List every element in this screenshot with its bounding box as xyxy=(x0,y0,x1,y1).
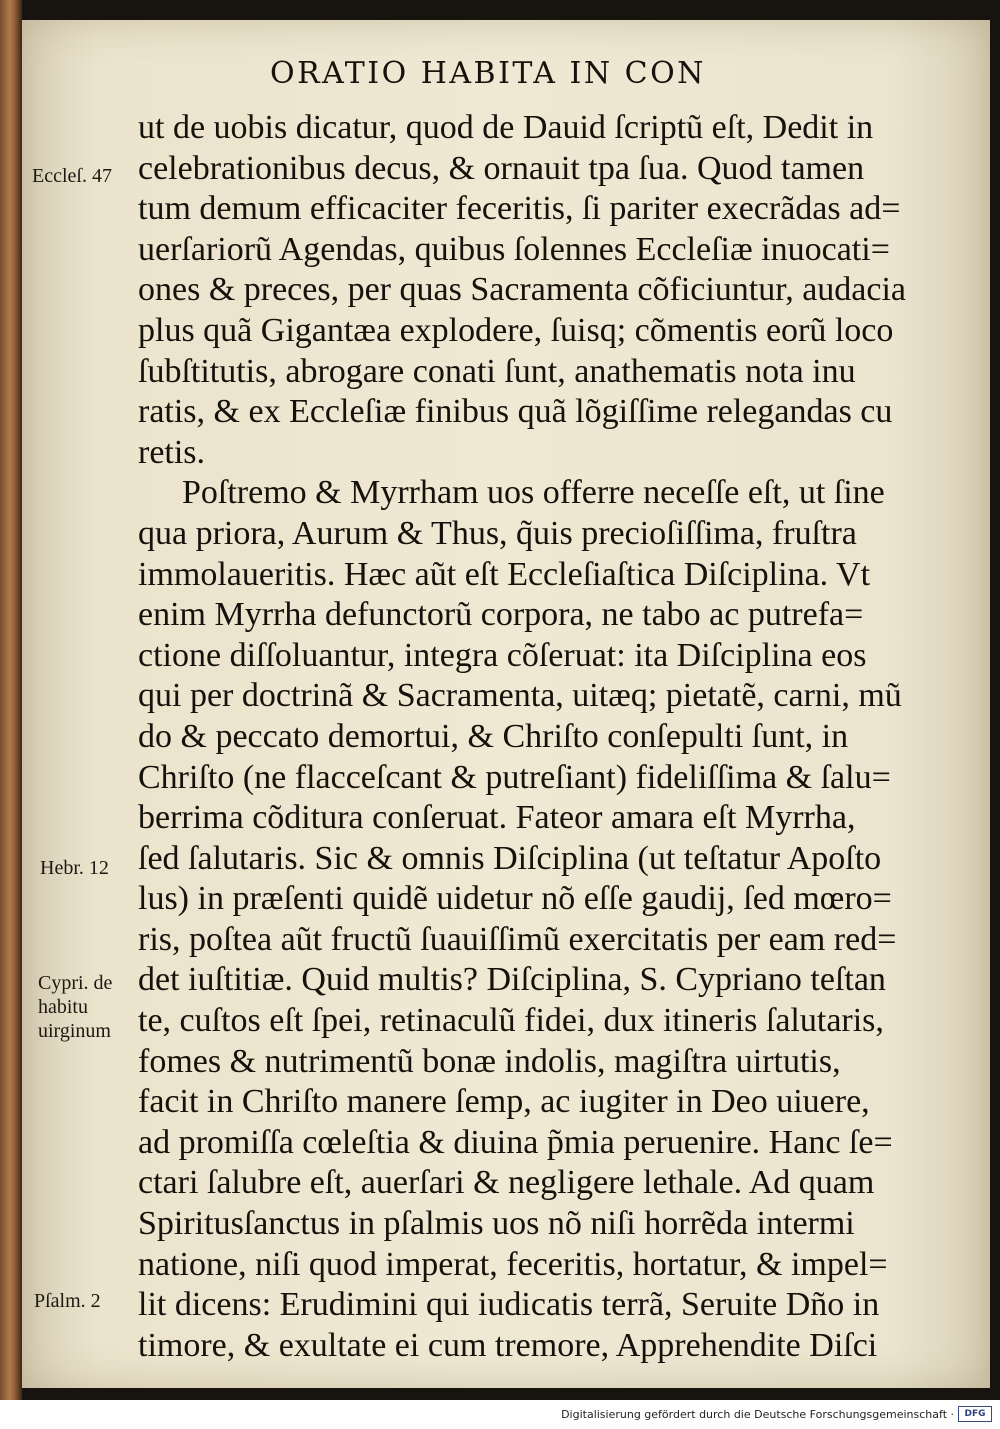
text-line: ctione diſſoluantur, integra cõſeruat: ita Diſciplina eos xyxy=(138,636,867,674)
text-line: qui per doctrinã & Sacramenta, uitæq; pietatẽ, carni, mũ xyxy=(138,677,902,715)
dfg-logo: DFG xyxy=(958,1406,992,1422)
text-line: celebrationibus decus, & ornauit tpa ſua. Quod tamen xyxy=(138,149,865,187)
text-line: fomes & nutrimentũ bonæ indolis, magiſtra uirtutis, xyxy=(138,1042,841,1080)
text-line: tum demum efficaciter feceritis, ſi pariter execrãdas ad= xyxy=(138,190,901,228)
text-line: ut de uobis dicatur, quod de Dauid ſcriptũ eſt, Dedit in xyxy=(138,109,874,146)
text-line: ad promiſſa cœleſtia & diuina p̃mia peruenire. Hanc ſe= xyxy=(138,1123,893,1161)
text-line: ris, poſtea aũt fructũ ſuauiſſimũ exercitatis per eam red= xyxy=(138,920,897,958)
text-line: ones & preces, per quas Sacramenta cõficiuntur, audacia xyxy=(138,271,907,309)
text-line: lit dicens: Erudimini qui iudicatis terrã, Seruite Dño in xyxy=(138,1286,880,1324)
running-head: ORATIO HABITA IN CON xyxy=(270,56,706,91)
text-line: lus) in præſenti quidẽ uidetur nõ eſſe gaudij, ſed mœro= xyxy=(138,880,892,918)
text-line: berrima cõditura conſeruat. Fateor amara eſt Myrrha, xyxy=(138,799,856,837)
text-line: retis. xyxy=(138,433,206,471)
margin-note-habitu: habitu xyxy=(38,996,88,1018)
paragraph-start-line: Poſtremo & Myrrham uos offerre neceſſe eſt, ut ſine xyxy=(182,474,885,512)
text-line: ctari ſalubre eſt, auerſari & negligere lethale. Ad quam xyxy=(138,1164,875,1202)
text-line: plus quã Gigantæa explodere, ſuisq; cõmentis eorũ loco xyxy=(138,311,894,349)
margin-note-psalm: Pſalm. 2 xyxy=(34,1290,101,1312)
text-line: ratis, & ex Eccleſiæ finibus quã lõgiſſime relegandas cu xyxy=(138,393,893,431)
margin-note-cypri: Cypri. de xyxy=(38,972,113,994)
digitization-credit: Digitalisierung gefördert durch die Deutsche Forschungsgemeinschaft · xyxy=(561,1408,954,1421)
margin-note-uirginum: uirginum xyxy=(38,1020,111,1042)
text-line: timore, & exultate ei cum tremore, Apprehendite Diſci xyxy=(138,1326,878,1364)
text-line: ſed ſalutaris. Sic & omnis Diſciplina (ut teſtatur Apoſto xyxy=(138,839,882,877)
text-line: uerſariorũ Agendas, quibus ſolennes Eccleſiæ inuocati= xyxy=(138,230,890,268)
text-line: immolaueritis. Hæc aũt eſt Eccleſiaſtica Diſciplina. Vt xyxy=(138,555,871,593)
text-line: enim Myrrha defunctorũ corpora, ne tabo ac putrefa= xyxy=(138,596,864,634)
text-line: det iuſtitiæ. Quid multis? Diſciplina, S. Cypriano teſtan xyxy=(138,961,886,999)
body-text xyxy=(138,108,938,1366)
text-line: Spiritusſanctus in pſalmis uos nõ niſi horrẽda intermi xyxy=(138,1205,855,1243)
margin-note-hebr: Hebr. 12 xyxy=(40,857,109,879)
margin-note-eccles: Eccleſ. 47 xyxy=(32,165,112,187)
text-line: Chriſto (ne flacceſcant & putreſiant) fideliſſima & ſalu= xyxy=(138,758,891,796)
text-line: natione, niſi quod imperat, feceritis, hortatur, & impel= xyxy=(138,1245,888,1283)
text-line: do & peccato demortui, & Chriſto conſepulti ſunt, in xyxy=(138,717,849,755)
text-line: ſubſtitutis, abrogare conati ſunt, anathematis nota inu xyxy=(138,352,856,390)
text-line: qua priora, Aurum & Thus, q̃uis precioſiſſima, fruſtra xyxy=(138,514,857,552)
text-line: facit in Chriſto manere ſemp, ac iugiter in Deo uiuere, xyxy=(138,1083,870,1121)
book-binding-edge xyxy=(0,0,22,1400)
text-line: te, cuſtos eſt ſpei, retinaculũ fidei, dux itineris ſalutaris, xyxy=(138,1002,884,1040)
